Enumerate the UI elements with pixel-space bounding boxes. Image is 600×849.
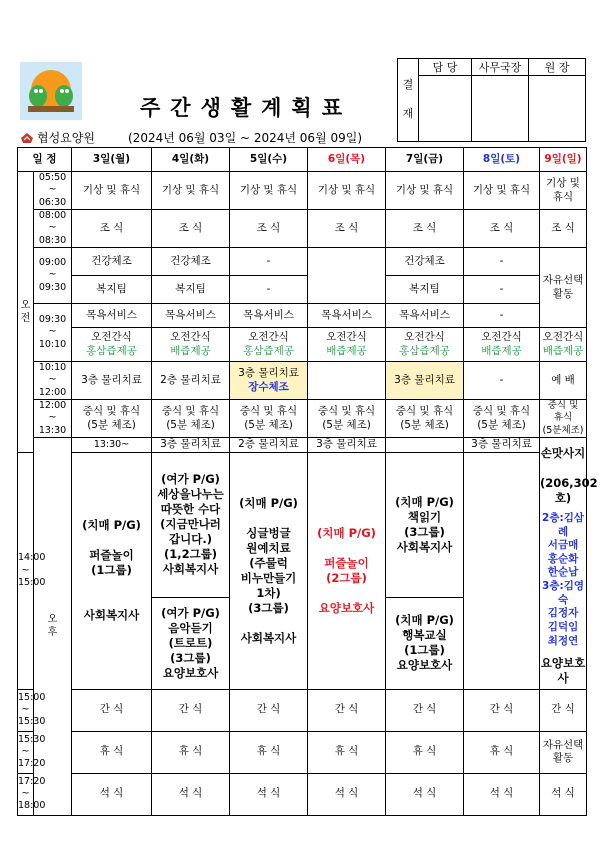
schedule-cell: 오전간식 홍삼즙제공 (230, 328, 308, 362)
schedule-cell: 휴 식 (72, 731, 152, 773)
day-tue: 4일(화) (152, 148, 230, 172)
approval-header-manager: 담 당 (419, 59, 472, 76)
schedule-cell: - (464, 362, 540, 400)
schedule-cell: 기상 및 휴식 (72, 172, 152, 210)
schedule-cell: 건강체조 (386, 248, 464, 276)
schedule-cell: 3층 물리치료 (464, 438, 540, 453)
schedule-cell: 간 식 (386, 689, 464, 731)
time-cell: 15:00 ~ 15:30 (18, 689, 34, 731)
section-am: 오 전 (18, 172, 34, 453)
schedule-cell: 목욕서비스 (386, 304, 464, 328)
schedule-cell: 자유선택 활동 (540, 731, 587, 773)
row-exercise (18, 248, 587, 276)
row-breakfast (18, 210, 587, 248)
schedule-cell: 조 식 (72, 210, 152, 248)
schedule-cell: 3층 물리치료 (308, 438, 386, 453)
approval-header-head: 원 장 (529, 59, 586, 76)
section-pm: 오 후 (34, 438, 72, 816)
schedule-cell: 중식 및 휴식 (5분 체조) (386, 400, 464, 438)
weekly-schedule-table (17, 147, 598, 816)
schedule-cell: 중식 및 휴식 (5분 체조) (308, 400, 386, 438)
schedule-cell: 오전간식 홍삼즙제공 (386, 328, 464, 362)
schedule-cell: 기상 및 휴식 (464, 172, 540, 210)
schedule-cell: 목욕서비스 (230, 304, 308, 328)
row-therapy-pm (18, 438, 587, 453)
time-cell: 17:20 ~ 18:00 (18, 773, 34, 815)
schedule-cell: 석 식 (464, 773, 540, 815)
schedule-cell: 복지팀 (72, 276, 152, 304)
schedule-cell: 기상 및 휴식 (152, 172, 230, 210)
day-sat: 8일(토) (464, 148, 540, 172)
org-emblem-icon (20, 132, 34, 144)
schedule-cell: 석 식 (540, 773, 587, 815)
schedule-cell: - (230, 248, 308, 276)
row-lunch (18, 400, 587, 438)
schedule-cell: 석 식 (308, 773, 386, 815)
row-program-a (18, 452, 587, 597)
org-label: 협성요양원 (37, 131, 95, 145)
schedule-cell: 오전간식 배즙제공 (152, 328, 230, 362)
schedule-cell: 목욕서비스 (152, 304, 230, 328)
schedule-cell: 휴 식 (230, 731, 308, 773)
schedule-cell: 석 식 (152, 773, 230, 815)
day-mon: 3일(월) (72, 148, 152, 172)
day-wed: 5일(수) (230, 148, 308, 172)
schedule-cell: 휴 식 (464, 731, 540, 773)
schedule-cell: 기상 및 휴식 (386, 172, 464, 210)
row-dinner (18, 773, 587, 815)
schedule-cell: 조 식 (152, 210, 230, 248)
tue-program-a: (여가 P/G) 세상을나누는 따뜻한 수다 (지금만나러 갑니다.) (1,2그룹) 사회복지사 (152, 452, 230, 597)
schedule-cell: 석 식 (230, 773, 308, 815)
day-sun: 9일(일) (540, 148, 587, 172)
fri-program-a: (치매 P/G) 책읽기 (3그룹) 사회복지사 (386, 452, 464, 597)
schedule-cell: 2층 물리치료 (152, 362, 230, 400)
row-rest (18, 731, 587, 773)
time-cell: 15:30 ~ 17:20 (18, 731, 34, 773)
schedule-cell: 간 식 (540, 689, 587, 731)
schedule-cell: 간 식 (308, 689, 386, 731)
schedule-cell: 중식 및 휴식 (5분체조) (540, 400, 587, 438)
schedule-cell: 간 식 (230, 689, 308, 731)
schedule-cell: 복지팀 (386, 276, 464, 304)
schedule-cell: 중식 및 휴식 (5분 체조) (464, 400, 540, 438)
time-cell: 08:00 ~ 08:30 (34, 210, 72, 248)
schedule-cell: 복지팀 (152, 276, 230, 304)
row-wakeup (18, 172, 587, 210)
schedule-cell: 석 식 (386, 773, 464, 815)
time-cell: 09:30 ~ 10:10 (34, 304, 72, 362)
approval-sign-manager[interactable] (419, 76, 472, 142)
fri-program-b: (치매 P/G) 행복교실 (1그룹) 요양보호사 (386, 597, 464, 689)
schedule-cell: 조 식 (308, 210, 386, 248)
tue-program-b: (여가 P/G) 음악듣기 (트로트) (3그룹) 요양보호사 (152, 597, 230, 689)
day-thu: 6일(목) (308, 148, 386, 172)
time-cell: 10:10 ~ 12:00 (34, 362, 72, 400)
schedule-cell: 휴 식 (386, 731, 464, 773)
day-fri: 7일(금) (386, 148, 464, 172)
schedule-cell: 간 식 (72, 689, 152, 731)
schedule-cell: 조 식 (540, 210, 587, 248)
schedule-cell: 조 식 (230, 210, 308, 248)
schedule-cell: 중식 및 휴식 (5분 체조) (72, 400, 152, 438)
time-cell: 09:00 ~ 09:30 (34, 248, 72, 304)
approval-box (397, 58, 586, 142)
org-logo (20, 62, 82, 120)
schedule-cell: 자유선택 활동 (540, 248, 587, 328)
schedule-cell: 건강체조 (152, 248, 230, 276)
schedule-cell (308, 362, 386, 400)
header-row (18, 148, 587, 172)
schedule-cell: 중식 및 휴식 (5분 체조) (152, 400, 230, 438)
mon-program: (치매 P/G) 퍼즐놀이 (1그룹) 사회복지사 (72, 452, 152, 689)
row-snack-pm (18, 689, 587, 731)
schedule-cell: - (464, 276, 540, 304)
schedule-cell: 오전간식 배즙제공 (540, 328, 587, 362)
time-cell: 13:30~ (72, 438, 152, 453)
row-snack-am (18, 328, 587, 362)
schedule-cell: 석 식 (72, 773, 152, 815)
time-cell: 12:00 ~ 13:30 (34, 400, 72, 438)
approval-sign-head[interactable] (529, 76, 586, 142)
time-cell: 14:00 ~ 15:00 (18, 452, 34, 689)
wed-program: (치매 P/G) 싱글벙글 원예치료 (주물럭 비누만들기 1차) (3그룹) 사회복지사 (230, 452, 308, 689)
schedule-cell: - (464, 304, 540, 328)
sat-massage-cell: 손맛사지 (206,302호) 2층:김삼례 서금매 홍순화 한순남 3층:김영숙 김정자 김덕임 최정연 요양보호사 (540, 438, 587, 690)
schedule-cell (386, 438, 464, 453)
schedule-cell: 휴 식 (308, 731, 386, 773)
schedule-cell: 3층 물리치료 (386, 362, 464, 400)
schedule-cell (308, 248, 386, 304)
approval-header-director: 사무국장 (472, 59, 529, 76)
schedule-cell: 3층 물리치료 장수체조 (230, 362, 308, 400)
schedule-cell: 오전간식 배즙제공 (464, 328, 540, 362)
approval-sign-director[interactable] (472, 76, 529, 142)
schedule-cell: 중식 및 휴식 (5분 체조) (230, 400, 308, 438)
thu-program: (치매 P/G) 퍼즐놀이 (2그룹) 요양보호사 (308, 452, 386, 689)
schedule-cell: 간 식 (152, 689, 230, 731)
schedule-cell: 휴 식 (152, 731, 230, 773)
header-label: 일 정 (18, 148, 72, 172)
schedule-cell: - (230, 276, 308, 304)
approval-side-label: 결 재 (398, 59, 419, 142)
schedule-cell: - (464, 248, 540, 276)
schedule-cell: 2층 물리치료 (230, 438, 308, 453)
schedule-cell: 조 식 (464, 210, 540, 248)
schedule-cell: 3층 물리치료 (72, 362, 152, 400)
schedule-cell: 예 배 (540, 362, 587, 400)
row-exercise-staff (18, 276, 587, 304)
schedule-cell: 목욕서비스 (72, 304, 152, 328)
schedule-cell: 기상 및 휴식 (540, 172, 587, 210)
time-cell: 05:50 ~ 06:30 (34, 172, 72, 210)
schedule-cell: 기상 및 휴식 (308, 172, 386, 210)
row-therapy-am (18, 362, 587, 400)
schedule-cell: 건강체조 (72, 248, 152, 276)
schedule-cell: 조 식 (386, 210, 464, 248)
schedule-cell: 3층 물리치료 (152, 438, 230, 453)
org-name (20, 129, 95, 146)
schedule-cell: 오전간식 배즙제공 (308, 328, 386, 362)
schedule-cell: 오전간식 홍삼즙제공 (72, 328, 152, 362)
schedule-cell: 기상 및 휴식 (230, 172, 308, 210)
schedule-period: (2024년 06월 03일 ~ 2024년 06월 09일) (128, 131, 363, 145)
row-bath (18, 304, 587, 328)
page-title: 주간생활계획표 (140, 96, 353, 120)
schedule-cell: 목욕서비스 (308, 304, 386, 328)
schedule-cell: 간 식 (464, 689, 540, 731)
